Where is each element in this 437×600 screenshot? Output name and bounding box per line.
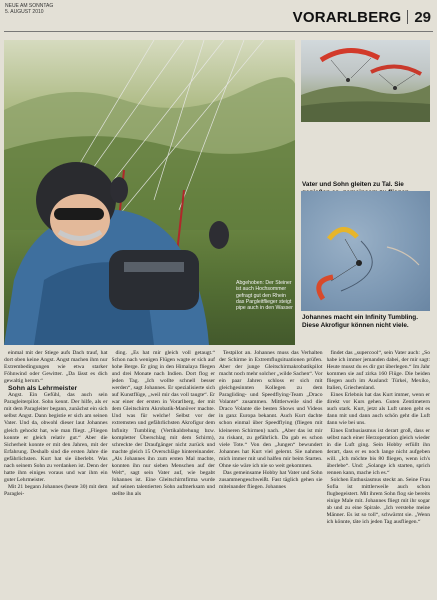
masthead-date: 5. AUGUST 2010 — [5, 9, 44, 15]
section-title: VORARLBERG — [292, 8, 402, 26]
article-paragraph: Testpilot an. Johannes muss das Verhalten der Schirme in Extremflugsituationen prüfen. Aber der junge Gleitschirmakrobatikpilot macht noch mehr solcher „wilde Sachen“. Vor ein paar Jahren schloss er sich mit gleichgesinnten Kollegen zu dem Paragliding- und Speedflying-Team „Draco Volante“ zusammen. Mittlerweile sind die Draco Volante die besten Shows und Videos in ganz Europa bekannt. Auch Kurt dachte schon einmal über Speedflying (fliegen mit kleineren Schirmen) nach. „Aber das ist mir zu riskant, zu gefährlich. Da gab es schon viele Tote.“ Von den „Jungen“ bewundert Johannes hat Kurt viel gelernt. Sie nahmen mich immer mit und halfen mir beim Starten. Ohne sie wäre ich nie so weit gekommen. — [219, 350, 323, 469]
article-paragraph: Angst. Ein Gefühl, das auch sein Paragleiterpilot. Sohn kennt. Der hilfe, als er mit dem Paragleiter begann, zunächst ein sich selbst Angst. Dann begistie er sich am seinen Vater. Und da, obwohl dieser laut Johannes gleich gehockt hat, wie man fliegt. „Fliegen konnte er gleich relativ gut.“ Aber die Sicherheit konnte er mit den Jahren, mit der Erfahrung. Deshalb sind die ersten Jahre die gefährlichsten. Kurt hat sie überlebt. Was nach seinem Sohn zu verdanken ist. Denn der hatte ihm einiges voraus und war ihm ein guter Lehrmeister. — [4, 392, 108, 483]
main-photo-caption: Abgehoben: Der Steiner ist auch Hochsommer gefragt gut den Rhein das Pargleitflieger steigt pipe auch in den Wasser — [236, 280, 293, 312]
photo-two-gliders — [301, 40, 430, 122]
article-paragraph: Mit 21 begann Johannes (heute 30) mit dem Paraglei- — [4, 483, 108, 497]
section-header — [293, 8, 431, 26]
article-paragraph: Eines Erlebnis hat das Kurt immer, wenn er direkt vor Kurs gehen. Guten Zentimetern auch stark. Kurt, jetzt als Luft unten geht es dann mit und dann auch schön geht die Luft dann wie bei uns. — [326, 392, 430, 427]
article-column-2 — [112, 350, 216, 598]
article-column-4 — [327, 350, 431, 598]
header-divider — [407, 10, 408, 24]
article-paragraph: ding. „Es hat mir gleich voll getaugt.“ Schon nach wenigen Flügen wagte er sich auf hohe Berge. Er ging in den Himalaya fliegen und drei Monate nach Indien. Dort flog er jeden Tag. „Ich wollte schnell besser werden“, sagt Johannes. Er spezialisierte sich auf Kunstflüge, „weil mir das voll taugte“. Er war einer der ersten in Vorarlberg, der mit dem Gleitschirm Akrobatik-Manöver machte. Und was für welche! Selbst vor der extremsten und gefährlichsten Akrofigur dem Infinity Tumbling (Vertikaldrehung bzw. kompletter Überschlag mit dem Schirm), schreckte der Draufgänger nicht zurück und machte gleich 15 Overschläge hintereinander. „Als Johannes ihn zum ersten Mal machte, konnten ihn nur sieben Menschen auf der Welt“, sagt sein Vater auf, wie begabt Johannes ist. Eine Gleitschirmfirma wurde auf seinen talentierten Sohn aufmerksam und stellte ihn als — [111, 350, 215, 497]
article-subhead: Sohn als Lehrmeister — [8, 385, 78, 393]
page-number: 29 — [414, 8, 431, 26]
main-photo-paraglider — [4, 40, 295, 345]
caption-father-son: Vater und Sohn gleiten zu Tal. Sie — [302, 181, 404, 188]
photo-infinity-tumbling — [301, 191, 430, 311]
article-column-3 — [219, 350, 323, 598]
article-body — [4, 350, 430, 598]
tumbling-illustration — [301, 191, 430, 311]
article-paragraph: Das gemeinsame Hobby hat Vater und Sohn zusammengeschweißt. Fast täglich gehen sie miteinander fliegen. Johannes — [219, 469, 323, 490]
article-paragraph: Solchen Enthusiasmus steckt an. Seine Frau Sofia ist mittlerweile auch schon flugbegeistert. Mit ihrem Sohn flog sie bereits einige Male mit. Johannes fliegt mit ihr sogar ab und zu eine Spirale. „Ich verstehe meine Männer. Es ist so toll“, schwärmt sie. „Wenn ich könnte, täte ich jeden Tag ausfliegen.“ — [326, 476, 430, 526]
two-gliders-illustration — [301, 40, 430, 122]
masthead — [5, 3, 53, 15]
article-paragraph: Eines Enthusiasmus ist derart groß, dass er selbst nach einer Herzoperation gleich wieder in die Luft ging. Sein Hobby erfüllt ihn derart, dass er es noch lange nicht aufgeben will. „Ich möchte bis 80 fliegen, wenn ich's überlebe“. Und: „Solange ich starten, sprich rennen kann, mache ich es.“ — [326, 427, 430, 476]
article-paragraph: einmal mit der Stiege aufs Dach trauf, hat dort oben keine Angst. Angst machen ihm nur Extrembedingungen wie etwa starker Föhnwind oder Gewitter. „Da lässt es dich gewaltig herum.“ — [4, 350, 108, 385]
header-rule — [4, 31, 433, 32]
masthead-paper-name: NEUE AM SONNTAG — [5, 3, 54, 9]
caption-johannes-tumbling: Johannes macht ein Infinity Tumbling. Diese Akrofigur können nicht viele. — [302, 314, 418, 329]
article-paragraph: findet das „supercool“, sein Vater auch: „So habe ich immer jemanden dabei, der mir sagt: Heute musst du es dir gut überlegen.“ Im Jahr kommen sie auf zirka 160 Flüge. Die beiden fliegen auch im Ausland: Türkei, Mexiko, Italien, Griechenland. — [326, 350, 430, 392]
article-column-1 — [4, 350, 108, 598]
